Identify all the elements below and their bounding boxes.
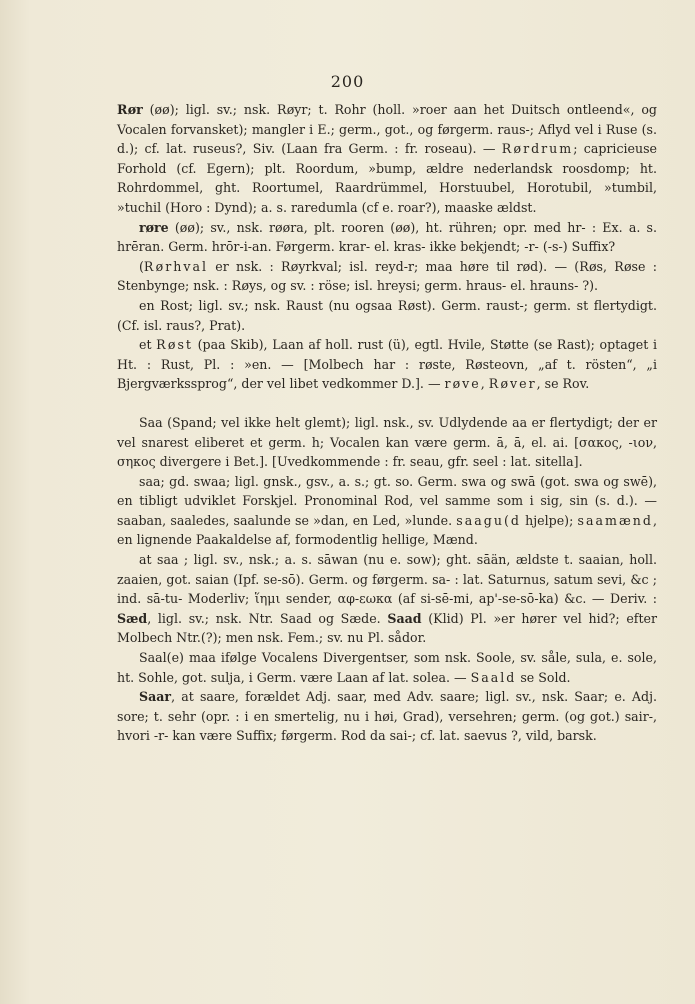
text-run: Saal(e) maa ifølge Vocalens Divergentser, som nsk. Soole, sv. såle, sula, e. sole, ht. Sohle, got. sulja, i Germ. være Laan af lat. solea. —: [117, 650, 657, 685]
text-run: (paa Skib), Laan af holl. rust (ü), egtl. Hvile, Støtte (se Rast); optaget i Ht. : Rust, Pl. : »en. — [Molbech har : røste, Røsteovn, „af t. rösten“, „i Bjergværkssprog“, der vel libet vedkommer D.]. —: [117, 337, 657, 392]
text-run: Røver: [488, 376, 537, 392]
text-run: røve: [444, 376, 481, 392]
entry-rost-ship: [117, 335, 657, 394]
page-number: 200: [330, 72, 365, 91]
text-run: Saa (Spand; vel ikke helt glemt); ligl. nsk., sv. Udlydende aa er flertydigt; der er vel snarest eliberet et germ. h; Vocalen kan være germ. ā, ā, el. ai. [σακος, -ιον, σηκος divergere i Bet.]. [Uvedkommende : fr. seau, gfr. seel : lat. sitella].: [117, 414, 657, 470]
text-run: saamænd: [577, 512, 653, 528]
text-run: Saar: [139, 689, 172, 705]
text-run: ,: [480, 376, 489, 392]
entry-saa-noun: [117, 413, 657, 472]
text-run: Sæd: [117, 610, 148, 626]
text-run: Saald: [470, 669, 517, 685]
text-run: saa; gd. swaa; ligl. gnsk., gsv., a. s.; gt. so. Germ. swa og swā (got. swa og swē), en tibligt udviklet Forskjel. Pronominal Rod, vel samme som i sig, sin (s. d.). — saaban, saaledes, saalunde se »dan, en Led, »lunde.: [117, 473, 657, 528]
text-run: Rørdrum: [501, 141, 574, 157]
entry-rorhval: [117, 257, 657, 296]
text-run: Saad: [387, 610, 422, 626]
text-run: hjelpe);: [520, 512, 578, 528]
text-run: , at saare, forældet Adj. saar, med Adv. saare; ligl. sv., nsk. Saar; e. Adj. sore; t. sehr (opr. : i en smertelig, nu i høi, Grad), versehren; germ. (og got.) sair-, hvori -r- kan være Suffix; førgerm. Rod da sai-; cf. lat. saevus ?, vild, barsk.: [117, 689, 657, 744]
text-run: (øø); ligl. sv.; nsk. Røyr; t. Rohr (holl. »roer aan het Duitsch ontleend«, og Vocalen forvansket); mangler i E.; germ., got., og førgerm. raus-; Aflyd vel i Ruse (s. d.); cf. lat. ruseus?, Siv. (Laan fra Germ. : fr. roseau). —: [117, 102, 657, 157]
entry-rost: [117, 296, 657, 335]
entry-saale: [117, 648, 657, 687]
text-run: , ligl. sv.; nsk. Ntr. Saad og Sæde.: [147, 610, 388, 626]
text-run: se Sold.: [516, 669, 571, 685]
text-run: (: [139, 258, 144, 274]
text-run: saagu(d: [456, 512, 521, 528]
text-run: Rørhval: [143, 258, 209, 274]
text-run: at saa ; ligl. sv., nsk.; a. s. sāwan (nu e. sow); ght. sāän, ældste t. saaian, holl. zaaien, got. saian (Ipf. se-sō). Germ. og førgerm. sa- : lat. Saturnus, satum sevi, &c ; ind. sā-tu- Moderliv; ἵημι sender, αφ-εωκα (af si-sē-mi, ap'-se-sō-ka) &c. — Deriv. :: [117, 552, 657, 607]
text-run: røre: [139, 219, 169, 235]
entry-saa-adverb: [117, 472, 657, 550]
entry-rore: [117, 218, 657, 257]
text-run: (Klid) Pl. »er hører vel hid?; efter Molbech Ntr.(?); men nsk. Fem.; sv. nu Pl. sådor.: [117, 610, 657, 646]
text-run: et: [139, 337, 157, 353]
text-run: Rør: [117, 102, 143, 117]
entry-ror: [117, 100, 657, 218]
text-run: en Rost; ligl. sv.; nsk. Raust (nu ogsaa Røst). Germ. raust-; germ. st flertydigt. (Cf. isl. raus?, Prat).: [117, 297, 657, 333]
text-run: , en lignende Paakaldelse af, formodentlig hellige, Mænd.: [117, 512, 657, 548]
text-run: er nsk. : Røyrkval; isl. reyd-r; maa høre til rød). — (Røs, Røse : Stenbynge; nsk. : Røys, og sv. : röse; isl. hreysi; germ. hraus- el. hrauns- ?).: [117, 258, 657, 294]
text-run: (øø); sv., nsk. røøra, plt. rooren (øø), ht. rühren; opr. med hr- : Ex. a. s. hrēran. Germ. hrōr-i-an. Førgerm. krar- el. kras- ikke bekjendt; -r- (-s-) Suffix?: [117, 219, 657, 255]
text-run: ; capricieuse Forhold (cf. Egern); plt. Roordum, »bump, ældre nederlandsk roosdomp; ht. Rohrdommel, ght. Roortumel, Raardrümmel, Horstuubel, Horotubil, »tumbil, »tuchil (Horo : Dynd); a. s. raredumla (cf e. roar?), maaske ældst.: [117, 141, 658, 215]
entry-at-saa: [117, 550, 657, 648]
text-run: Røst: [156, 337, 193, 353]
page-body: [117, 100, 657, 746]
entry-saar: [117, 687, 657, 746]
text-run: , se Rov.: [536, 376, 590, 392]
